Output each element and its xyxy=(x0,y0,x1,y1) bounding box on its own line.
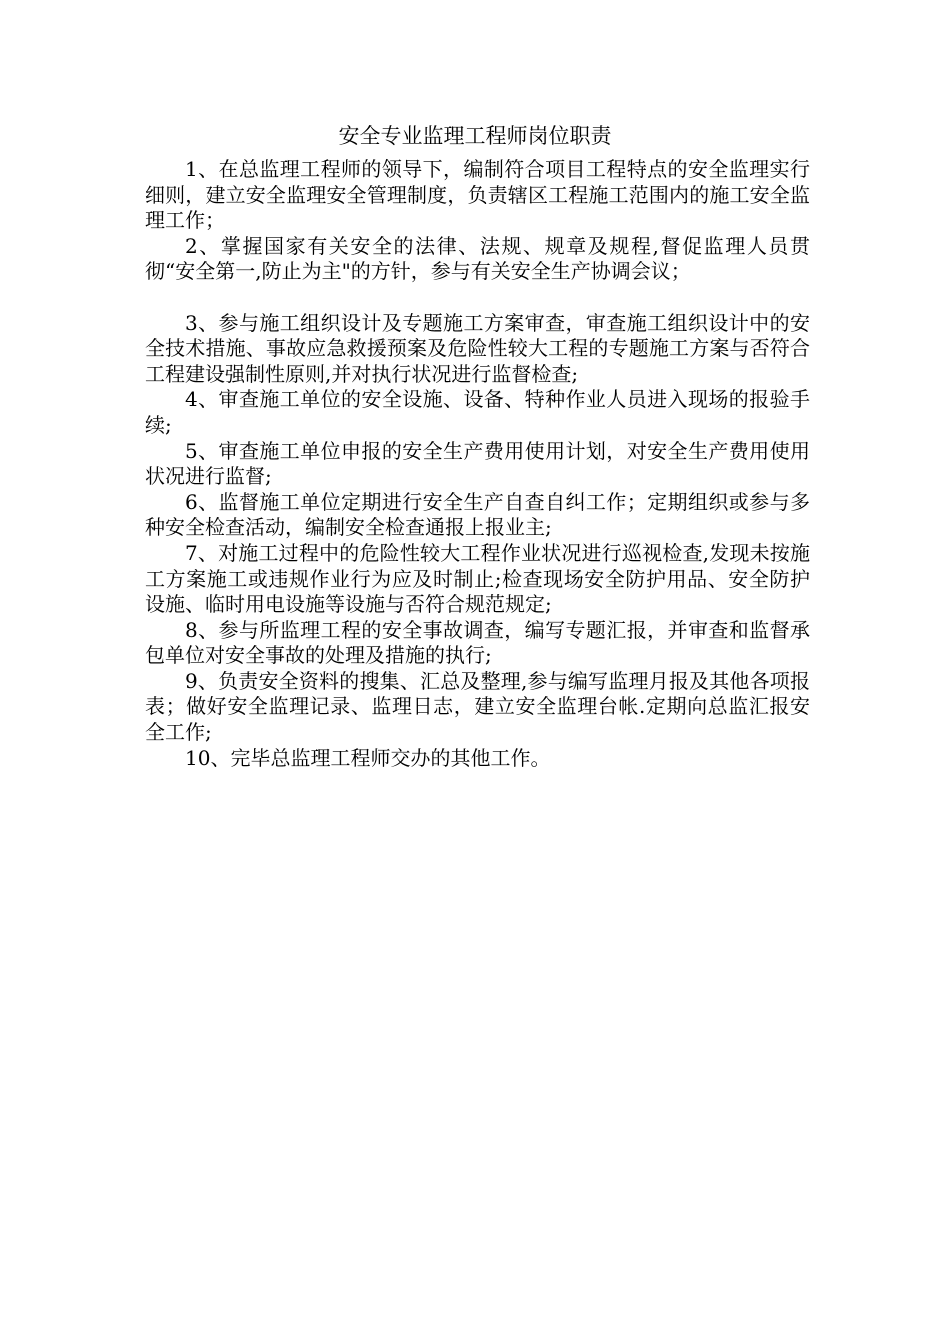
duty-item-10: 10、完毕总监理工程师交办的其他工作。 xyxy=(185,745,551,770)
duty-item-1: 1、在总监理工程师的领导下，编制符合项目工程特点的安全监理实行细则，建立安全监理安全管理制度，负责辖区工程施工范围内的施工安全监理工作； xyxy=(145,157,810,233)
duty-item-5: 5、审查施工单位申报的安全生产费用使用计划，对安全生产费用使用状况进行监督; xyxy=(145,438,810,489)
duty-item-2: 2、掌握国家有关安全的法律、法规、规章及规程,督促监理人员贯彻“安全第一,防止为主"的方针，参与有关安全生产协调会议； xyxy=(145,233,810,284)
document-body xyxy=(145,157,810,771)
duty-item-4: 4、审查施工单位的安全设施、设备、特种作业人员进入现场的报验手续; xyxy=(145,387,810,437)
duty-item-6: 6、监督施工单位定期进行安全生产自查自纠工作；定期组织或参与多种安全检查活动，编制安全检查通报上报业主; xyxy=(145,489,810,540)
duty-item-7: 7、对施工过程中的危险性较大工程作业状况进行巡视检查,发现未按施工方案施工或违规作业行为应及时制止;检查现场安全防护用品、安全防护设施、临时用电设施等设施与否符合规范规定; xyxy=(145,540,810,617)
document-title: 安全专业监理工程师岗位职责 xyxy=(338,124,612,148)
duty-item-8: 8、参与所监理工程的安全事故调查，编写专题汇报，并审查和监督承包单位对安全事故的处理及措施的执行; xyxy=(145,617,810,668)
duty-item-9: 9、负责安全资料的搜集、汇总及整理,参与编写监理月报及其他各项报表；做好安全监理记录、监理日志，建立安全监理台帐.定期向总监汇报安全工作; xyxy=(145,668,810,745)
duty-item-3: 3、参与施工组织设计及专题施工方案审查，审查施工组织设计中的安全技术措施、事故应急救援预案及危险性较大工程的专题施工方案与否符合工程建设强制性原则,并对执行状况进行监督检查; xyxy=(145,310,810,386)
